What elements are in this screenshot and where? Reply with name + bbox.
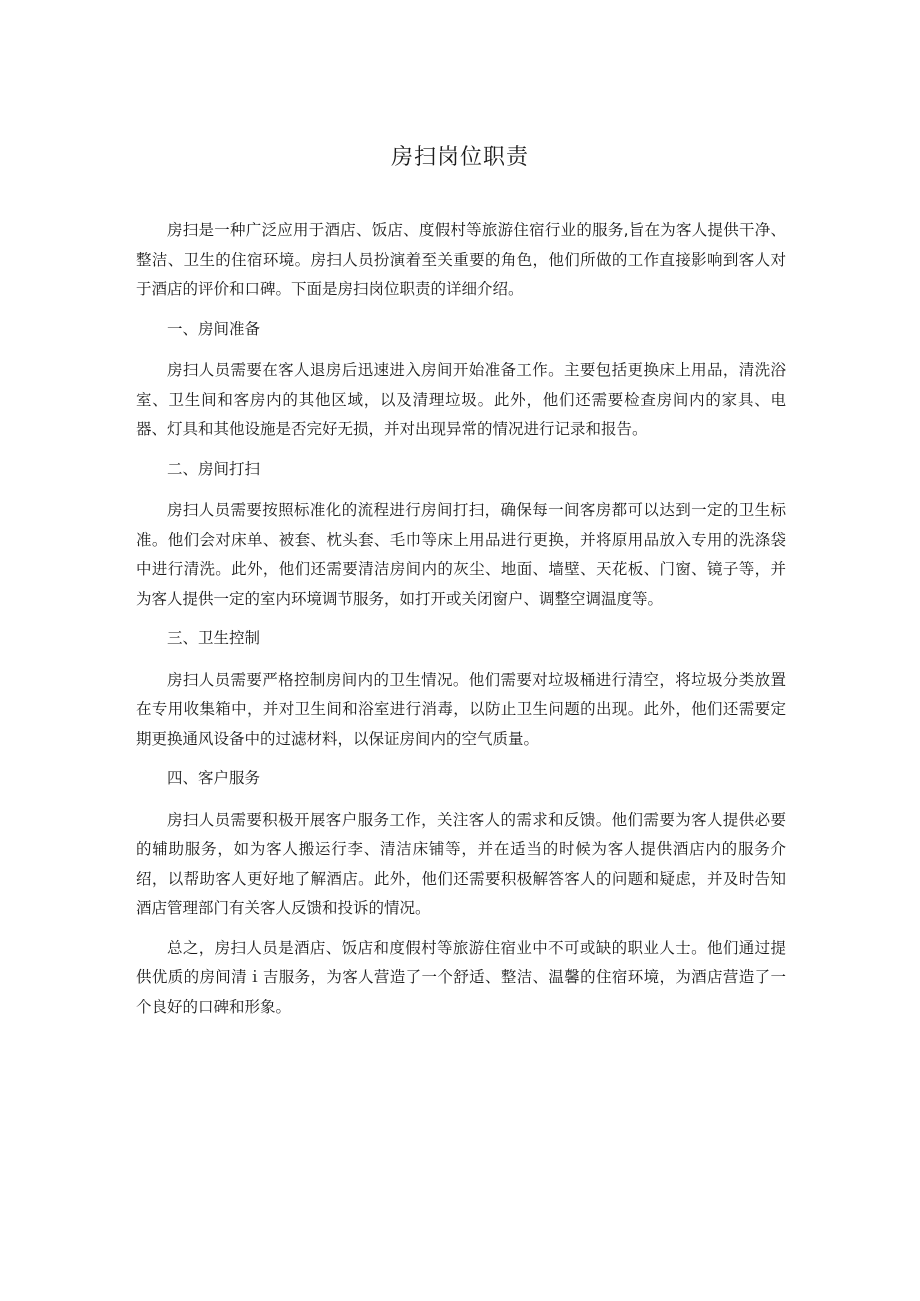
section-body-hygiene-control: 房扫人员需要严格控制房间内的卫生情况。他们需要对垃圾桶进行清空，将垃圾分类放置在专用收集箱中，并对卫生间和浴室进行消毒，以防止卫生问题的出现。此外，他们还需要定期更换通风设备中的过滤材料，以保证房间内的空气质量。 <box>136 670 786 748</box>
section-body-customer-service: 房扫人员需要积极开展客户服务工作，关注客人的需求和反馈。他们需要为客人提供必要的辅助服务，如为客人搬运行李、清洁床铺等，并在适当的时候为客人提供酒店内的服务介绍，以帮助客人更好地了解酒店。此外，他们还需要积极解答客人的问题和疑虑，并及时告知酒店管理部门有关客人反馈和投诉的情况。 <box>136 810 786 917</box>
document-body <box>136 216 786 1032</box>
conclusion-paragraph: 总之，房扫人员是酒店、饭店和度假村等旅游住宿业中不可或缺的职业人士。他们通过提供优质的房间清ｉ吉服务，为客人营造了一个舒适、整洁、温馨的住宿环境，为酒店营造了一个良好的口碑和形象。 <box>136 938 786 1016</box>
section-heading-customer-service: 四、客户服务 <box>167 769 261 787</box>
section-heading-hygiene-control: 三、卫生控制 <box>167 629 261 647</box>
section-body-room-preparation: 房扫人员需要在客人退房后迅速进入房间开始准备工作。主要包括更换床上用品，清洗浴室、卫生间和客房内的其他区域，以及清理垃圾。此外，他们还需要检查房间内的家具、电器、灯具和其他设施是否完好无损，并对出现异常的情况进行记录和报告。 <box>136 361 786 438</box>
intro-paragraph: 房扫是一种广泛应用于酒店、饭店、度假村等旅游住宿行业的服务,旨在为客人提供干净、整洁、卫生的住宿环境。房扫人员扮演着至关重要的角色，他们所做的工作直接影响到客人对于酒店的评价和口碑。下面是房扫岗位职责的详细介绍。 <box>136 221 786 298</box>
document-title: 房扫岗位职责 <box>390 145 529 170</box>
section-body-room-cleaning: 房扫人员需要按照标准化的流程进行房间打扫，确保每一间客房都可以达到一定的卫生标准。他们会对床单、被套、枕头套、毛巾等床上用品进行更换，并将原用品放入专用的洗涤袋中进行清洗。此外，他们还需要清洁房间内的灰尘、地面、墙壁、天花板、门窗、镜子等，并为客人提供一定的室内环境调节服务，如打开或关闭窗户、调整空调温度等。 <box>136 501 786 608</box>
section-heading-room-preparation: 一、房间准备 <box>167 319 261 338</box>
section-heading-room-cleaning: 二、房间打扫 <box>167 459 261 478</box>
